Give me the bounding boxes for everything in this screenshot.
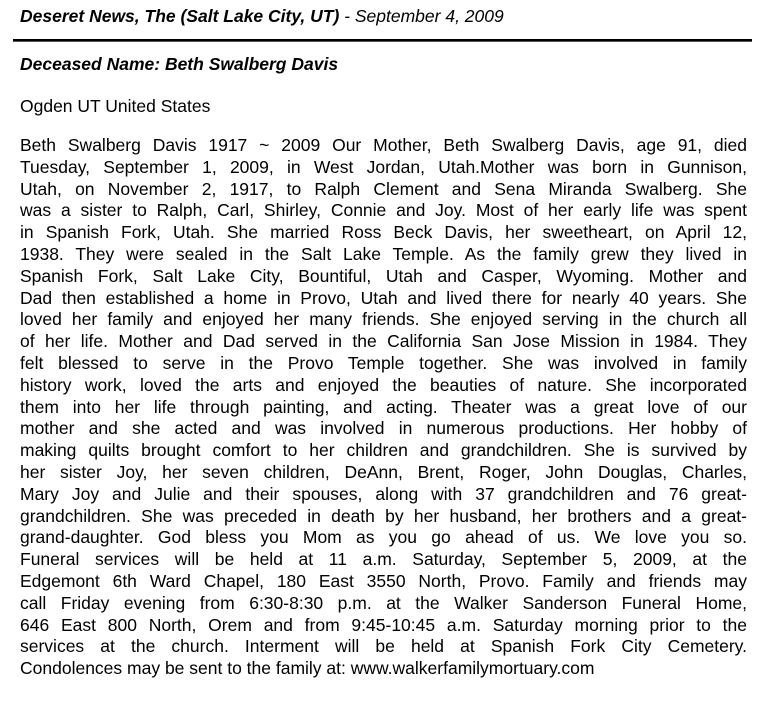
obituary-body — [20, 135, 747, 680]
obituary-line: services at the church. Interment will be held at Spanish Fork City Cemetery. — [20, 636, 747, 657]
obituary-line: Mary Joy and Julie and their spouses, along with 37 grandchildren and 76 great- — [20, 483, 747, 504]
obituary-line: history work, loved the arts and enjoyed the beauties of nature. She incorporated — [20, 374, 747, 395]
obituary-line: mother and she acted and was involved in numerous productions. Her hobby of — [20, 418, 747, 439]
header-divider — [13, 39, 752, 42]
publication-date: September 4, 2009 — [354, 6, 504, 26]
obituary-line: making quilts brought comfort to her children and grandchildren. She is survived by — [20, 440, 747, 461]
obituary-line: grandchildren. She was preceded in death by her husband, her brothers and a great- — [20, 505, 747, 526]
header-separator: - — [339, 6, 355, 26]
obituary-line: Spanish Fork, Salt Lake City, Bountiful, Utah and Casper, Wyoming. Mother and — [20, 265, 747, 286]
publication-source: Deseret News, The (Salt Lake City, UT) — [20, 6, 340, 26]
obituary-line: Tuesday, September 1, 2009, in West Jordan, Utah.Mother was born in Gunnison, — [20, 156, 747, 177]
obituary-line: her sister Joy, her seven children, DeAnn, Brent, Roger, John Douglas, Charles, — [20, 461, 747, 482]
obituary-line: Utah, on November 2, 1917, to Ralph Clement and Sena Miranda Swalberg. She — [20, 178, 747, 199]
publication-header — [20, 6, 504, 27]
obituary-line: in Spanish Fork, Utah. She married Ross Beck Davis, her sweetheart, on April 12, — [20, 222, 747, 243]
obituary-line: Funeral services will be held at 11 a.m. Saturday, September 5, 2009, at the — [20, 549, 747, 570]
obituary-line: felt blessed to serve in the Provo Temple together. She was involved in family — [20, 352, 747, 373]
obituary-line: 646 East 800 North, Orem and from 9:45-10:45 a.m. Saturday morning prior to the — [20, 614, 747, 635]
obituary-line: grand-daughter. God bless you Mom as you go ahead of us. We love you so. — [20, 527, 747, 548]
obituary-line: Dad then established a home in Provo, Utah and lived there for nearly 40 years. She — [20, 287, 747, 308]
obituary-line: was a sister to Ralph, Carl, Shirley, Connie and Joy. Most of her early life was spent — [20, 200, 747, 221]
deceased-name: Deceased Name: Beth Swalberg Davis — [20, 54, 339, 74]
obituary-line: them into her life through painting, and acting. Theater was a great love of our — [20, 396, 747, 417]
obituary-line: Edgemont 6th Ward Chapel, 180 East 3550 North, Provo. Family and friends may — [20, 570, 747, 591]
location-text: Ogden UT United States — [20, 96, 211, 116]
obituary-line: loved her family and enjoyed her many friends. She enjoyed serving in the church all — [20, 309, 747, 330]
obituary-line: call Friday evening from 6:30-8:30 p.m. at the Walker Sanderson Funeral Home, — [20, 592, 747, 613]
obituary-line: of her life. Mother and Dad served in the California San Jose Mission in 1984. They — [20, 331, 747, 352]
obituary-line: Beth Swalberg Davis 1917 ~ 2009 Our Mother, Beth Swalberg Davis, age 91, died — [20, 135, 747, 155]
obituary-line: 1938. They were sealed in the Salt Lake Temple. As the family grew they lived in — [20, 243, 747, 264]
obituary-line: Condolences may be sent to the family at: www.walkerfamilymortuary.com — [20, 658, 595, 679]
